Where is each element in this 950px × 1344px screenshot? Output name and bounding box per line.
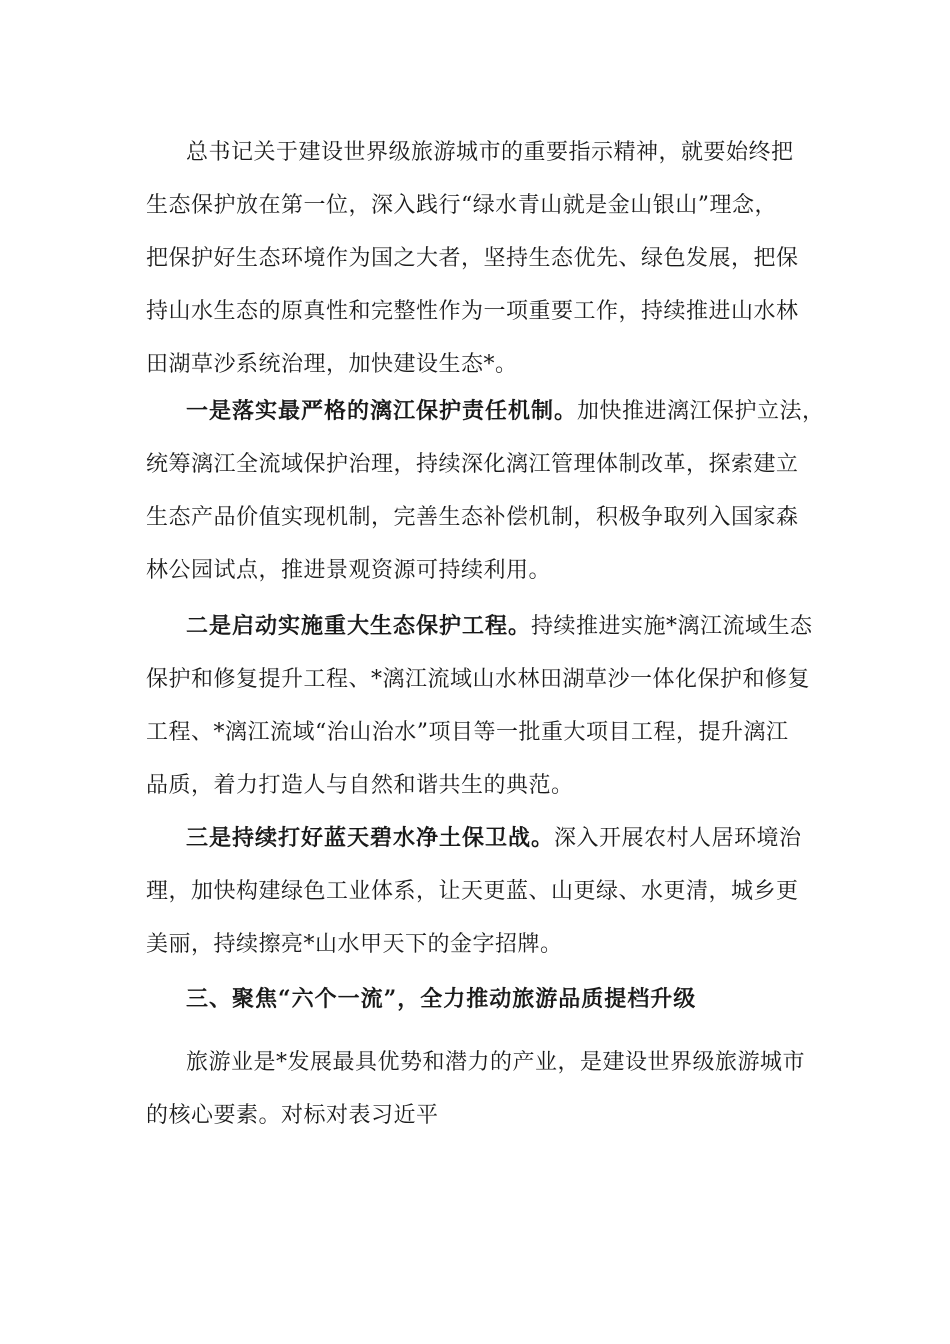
section-heading [146,973,806,1026]
paragraph-ecological-projects [146,600,813,812]
paragraph-lead-continuation: 持续推进实施*漓江流域生态 [531,614,813,639]
text-line [146,600,813,653]
text-line [146,812,806,865]
text-line: 生态保护放在第一位，深入践行“绿水青山就是金山银山”理念， [146,193,777,218]
text-line: 持山水生态的原真性和完整性作为一项重要工作，持续推进山水林 [146,299,799,324]
paragraph-lead-continuation: 深入开展农村人居环境治 [554,826,802,851]
text-line: 生态产品价值实现机制，完善生态补偿机制，积极争取列入国家森 [146,505,799,530]
text-line: 工程、*漓江流域“治山治水”项目等一批重大项目工程，提升漓江 [146,720,789,745]
text-line: 田湖草沙系统治理，加快建设生态*。 [146,352,518,377]
paragraph-lead: 一是落实最严格的漓江保护责任机制。 [186,398,578,424]
paragraph-lead: 三是持续打好蓝天碧水净土保卫战。 [186,825,555,851]
text-line: 保护和修复提升工程、*漓江流域山水林田湖草沙一体化保护和修复 [146,667,811,692]
text-line: 林公园试点，推进景观资源可持续利用。 [146,558,552,583]
text-line [146,385,825,438]
paragraph-tourism-intro [146,1036,806,1142]
section-heading-text: 三、聚焦“六个一流”，全力推动旅游品质提档升级 [186,986,697,1012]
paragraph-ecology-intro [146,126,806,391]
paragraph-lead: 二是启动实施重大生态保护工程。 [186,613,532,639]
text-line: 总书记关于建设世界级旅游城市的重要指示精神，就要始终把 [186,140,794,165]
text-line: 把保护好生态环境作为国之大者，坚持生态优先、绿色发展，把保 [146,246,799,271]
text-line: 理，加快构建绿色工业体系，让天更蓝、山更绿、水更清，城乡更 [146,879,799,904]
text-line: 美丽，持续擦亮*山水甲天下的金字招牌。 [146,932,563,957]
paragraph-pollution-battle [146,812,806,971]
text-line: 旅游业是*发展最具优势和潜力的产业，是建设世界级旅游城市 [186,1050,806,1075]
text-line: 统筹漓江全流域保护治理，持续深化漓江管理体制改革，探索建立 [146,452,799,477]
text-line: 的核心要素。对标对表习近平 [146,1103,439,1128]
paragraph-lijiang-protection [146,385,825,597]
paragraph-lead-continuation: 加快推进漓江保护立法， [577,399,825,424]
text-line: 品质，着力打造人与自然和谐共生的典范。 [146,773,574,798]
